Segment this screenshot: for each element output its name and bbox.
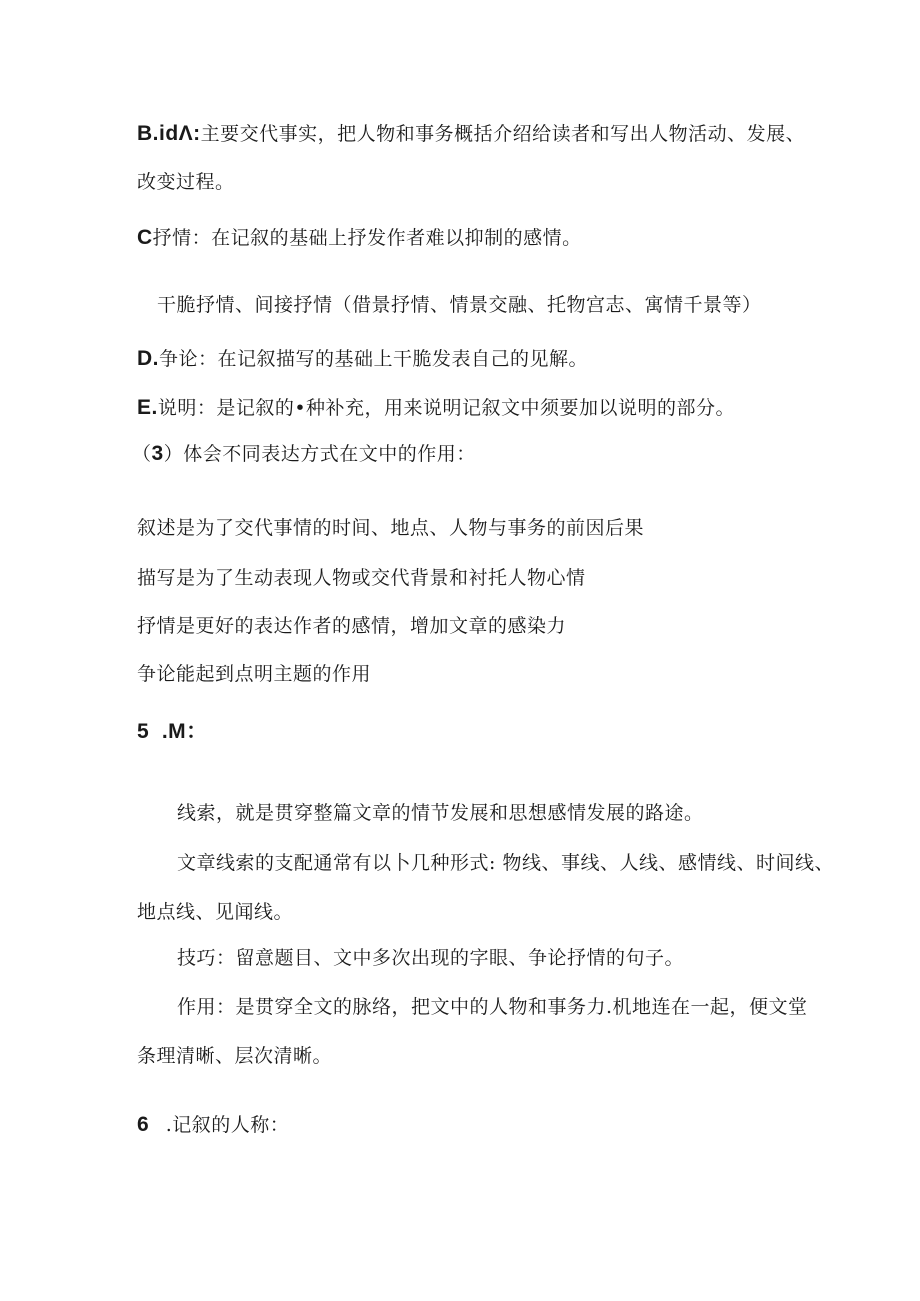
clue-function-line1: 作用：是贯穿全文的脉络，把文中的人物和事务力.机地连在一起，便文堂 xyxy=(177,996,808,1018)
section-3-number: 3 xyxy=(151,442,164,465)
section-3-open-paren: （ xyxy=(132,443,152,465)
item-c-text: 抒情：在记叙的基础上抒发作者难以抑制的感情。 xyxy=(152,227,582,249)
item-b xyxy=(137,122,805,146)
item-c-marker: C xyxy=(137,226,153,249)
section-3-text: ）体会不同表达方式在文中的作用： xyxy=(163,443,476,465)
section-5-heading: 5 .M： xyxy=(137,720,208,743)
item-d-text: 争论：在记叙描写的基础上干脆发表自己的见解。 xyxy=(159,348,589,370)
item-c-subtypes: 干脆抒情、间接抒情（借景抒情、情景交融、托物宫志、寓情千景等） xyxy=(157,294,762,316)
usage-argument: 争论能起到点明主题的作用 xyxy=(137,663,372,685)
item-c xyxy=(137,226,582,250)
item-d-marker: D. xyxy=(137,347,159,370)
usage-lyric: 抒情是更好的表达作者的感情，增加文章的感染力 xyxy=(137,615,567,637)
section-6-number: 6 xyxy=(137,1113,150,1136)
usage-description: 描写是为了生动表现人物或交代背景和衬托人物心情 xyxy=(137,567,586,589)
item-e-text: 说明：是记叙的•种补充，用来说明记叙文中须要加以说明的部分。 xyxy=(157,397,736,419)
section-6-text: .记叙的人称： xyxy=(165,1114,290,1136)
item-b-text: 主要交代事实，把人物和事务概括介绍给读者和写出人物活动、发展、 xyxy=(200,123,806,145)
item-e xyxy=(137,396,735,420)
item-b-marker: B.idΛ: xyxy=(137,122,201,145)
section-6-heading xyxy=(137,1113,289,1137)
clue-forms-line2: 地点线、见闻线。 xyxy=(137,901,294,923)
usage-narration: 叙述是为了交代事情的时间、地点、人物与事务的前因后果 xyxy=(137,517,645,539)
clue-definition: 线索，就是贯穿整篇文章的情节发展和思想感情发展的路途。 xyxy=(177,802,704,824)
clue-forms-line1: 文章线索的支配通常有以卜几种形式: 物线、事线、人线、感情线、时间线、 xyxy=(177,852,834,874)
item-d xyxy=(137,347,588,371)
section-3-heading xyxy=(132,442,476,466)
clue-technique: 技巧：留意题目、文中多次出现的字眼、争论抒情的句子。 xyxy=(177,947,685,969)
clue-function-line2: 条理清晰、层次清晰。 xyxy=(137,1045,333,1067)
item-e-marker: E. xyxy=(137,396,158,419)
item-b-continuation: 改变过程。 xyxy=(137,171,235,193)
